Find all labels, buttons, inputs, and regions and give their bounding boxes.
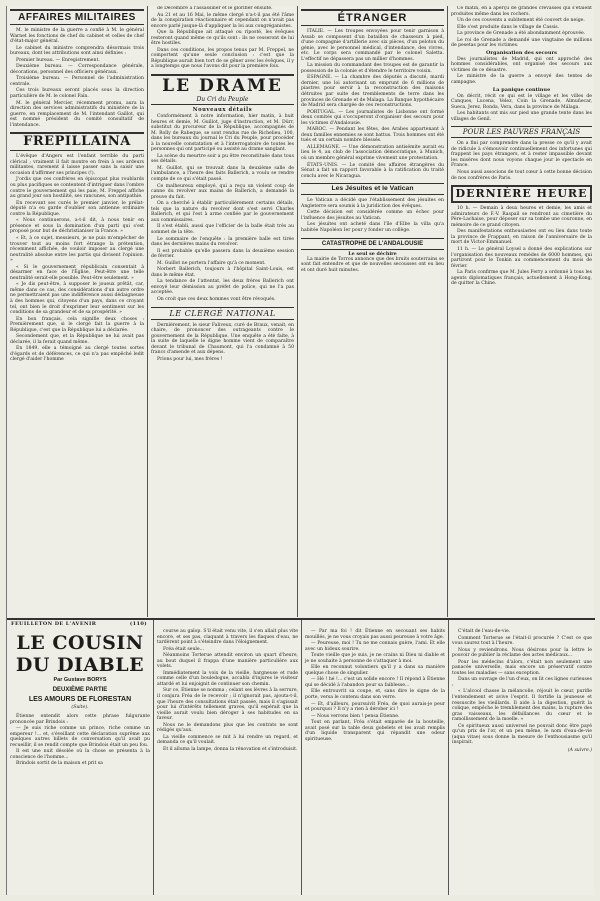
feuilleton-label: FEUILLETON DE L'AVENIR <box>11 621 97 627</box>
paragraph: Sur ce, Étienne se nomma ; celant ses lèvres à la serrure, il conjura Fréa de le recevoir ; il n'ignorait pas, ajouta-t-il, que l'heure des consultations était passée, mais il s'agissait pour lui d'intérêts tellement graves, qu'il espérait que la vieille aurait voulu bien déroger à ses habitudes en sa faveur. <box>157 688 298 722</box>
feuilleton-signoff: (A suivre.) <box>567 747 592 753</box>
paragraph: — Et, d'ailleurs, poursuivit Fréa, de quoi aurais-je peur et pourquoi ? Il n'y a rien à dérober ici ! <box>305 701 445 713</box>
heading-frepillaina: FREPILLAINA <box>10 132 144 151</box>
column-3 <box>298 6 448 617</box>
paragraph: Il s'est établi, aussi que l'officier de la balle était très au sommet de la tête. <box>151 224 294 235</box>
feuilleton-column-4 <box>449 620 595 895</box>
paragraph: M. le ministre de la guerre a confié à M. le général Warnet les fonctions de chef du cabinet et celles de chef d'état-major général. <box>10 28 144 45</box>
paragraph: — Je suis riche comme un prince, riche comme un empereur !... et, s'éveillant cette déclaration suprême aux quelques autres billets de conversation qu'il avait pu recueillir, il se rendit compte que Brindois était un peu fou. <box>10 726 150 748</box>
paragraph: Le roi de Grenade a demandé une vingtaine de millions de pesetas pour les victimes. <box>451 37 592 49</box>
feuilleton-part: DEUXIÈME PARTIE <box>52 687 108 693</box>
paragraph: On a cherché à établir particulièrement certains détails, tels que la nature du revolver dont s'est servi Charles Ballerich, et qui l'est à arme confiée par le gouvernement aux commissaires. <box>151 201 294 223</box>
paragraph: PORTUGAL. — Les journalistes de Lisbonne ont formé deux comités qui s'occuperont d'organiser des secours pour les victimes d'Andalousie. <box>301 109 444 126</box>
paragraph: Dans un ouvrage de l'un d'eux, on lit ces lignes curieuses : <box>452 677 592 688</box>
news-columns <box>7 6 595 617</box>
paragraph: On décrit, récit ce qui est le village et les villes de Canques, Lucena, Velez, Coin la Grenade, Almuñecar, Sueca, Jerez, Ronda, Vera, dans la province de Málaga. <box>451 93 592 110</box>
paragraph: Un de ces couvents a subitement été couvert de neige. <box>457 18 585 24</box>
paragraph: Deuxième bureau. — Correspondance générale, décorations, personnel des officiers généraux. <box>10 64 144 75</box>
paragraph: La tendance de l'attentat, les deux frères Ballerich ont envoyé leur démission au préfet de police, qui ne l'a pas acceptée. <box>151 279 294 296</box>
paragraph: Il est probable qu'elle passera dans la deuxième session de février. <box>151 248 294 260</box>
column-1 <box>7 6 148 617</box>
organisation-article <box>451 57 592 86</box>
paragraph: La mairie de Torrox annonce que des bruits souterrains se sont fait entendre et que de nouvelles secousses ont eu lieu et ont duré huit minutes. <box>301 256 444 273</box>
paragraph: La scène du meurtre soir a pu être reconstituée dans tous ses détails. <box>151 153 294 165</box>
paragraph: 11 h. — Le général Loysel a donné des explications sur l'organisation des nouveaux remèdes de 6000 hommes, qui partiront pour le Tonkin au commencement du mois de février. <box>451 246 592 269</box>
paragraph: Elle s'est produite dans le village de Cassis. <box>457 24 560 30</box>
paragraph: M. Guillot, qui se trouvait dans la deuxième salle de l'ambulance, a l'heure des faits Ballerich, a voulu se rendre compte de ce qui s'était passé. <box>151 165 294 183</box>
paragraph: Tout en parlant, Fréa s'était emparée de la bouteille, avait posé sur la table deux gobelets et les avait remplis d'un liquide transparent qui répandit une odeur spiritueuse. <box>305 720 445 742</box>
catastrophe-continued <box>451 6 592 49</box>
paragraph: — Hé ! hé !... c'est un solide encore ! Il répond à Étienne qui se décidé à l'abandon pour sa faiblesse... <box>305 677 445 688</box>
paragraph: Cette décision est considérée comme un échec pour l'influence des jésuites au Vatican. <box>301 210 444 221</box>
heading-catastrophe-andalousie: CATASTROPHE DE L'ANDALOUSIE <box>301 238 444 250</box>
paragraph: MAROC. — Pendant les fêtes, des Arabes appartenant à deux familles ennemies se sont battus. Trois hommes ont été tués et un certain nombre blessés. <box>301 127 444 144</box>
paragraph: Fréa était seule... <box>163 646 204 652</box>
paragraph: La Paris confirme que M. Jules Ferry a ordonné à tous les agents diplomatiques français, actuellement à Hong-Kong, de quitter la Chine. <box>451 270 592 287</box>
paragraph: — Nous verrons bien ! pensa Étienne. <box>311 713 400 719</box>
paragraph: Ces trois bureaux seront placés sous la direction particulière de M. le colonel Fain. <box>10 88 144 100</box>
paragraph: Ce matin, en a aperçu de grandes crevasses qui s'étaient produites même dans les rochers. <box>451 6 592 17</box>
paragraph: La province de Grenade a été abondamment éprouvée. <box>457 31 586 37</box>
paragraph: M. le général Mercier, récemment promu, aura la direction des services administratifs du ministère de la guerre, en remplacement de M. l'intendant Gaillot, qui est nommé président du comité consultatif de l'intendance. <box>10 100 144 128</box>
paragraph: Le Vatican a décidé que l'établissement des jésuites en Angleterre sera soumis à la juridiction des évêques. <box>301 198 444 209</box>
paragraph: ITALIE. — Les troupes envoyées pour tenir garnison à Assab se composent d'un bataillon de chasseurs à pied, d'une compagnie d'artillerie avec six pièces, d'un peloton du génie, avec le personnel médical, d'intendance, des vivres, etc. Le corps sera commandé par le colonel Saletta. L'effectif ne dépassera pas un millier d'hommes. <box>301 29 444 62</box>
paragraph: Comment Torterue se l'était-il procurée ? C'est ce que vous saurez tout à l'heure. <box>452 635 592 647</box>
paragraph: Le ministre de la guerre a envoyé des tentes de campagne. <box>451 74 592 86</box>
column-2 <box>148 6 298 617</box>
paragraph: « Si le gouvernement républicain consentait à désarmer en face de l'Église, Peut-être une telle neutralité serait-elle possible. Peut-être seulement. » <box>10 264 144 281</box>
heading-le-drame: LE DRAME <box>151 74 294 96</box>
paragraph: Nous aussi associons de tout cœur à cette bonne décision de nos confrères de Paris. <box>451 170 592 181</box>
paragraph: ESPAGNE. — La chambre des députés a discuté, mardi dernier, une loi autorisant un emprunt de 6 millions de piastres pour servir à la reconstruction des maisons détruites par suite des tremblements de terre dans les provinces de Grenade et de Malaga. La Banque hypothécaire de Madrid sera chargée de ces reconstructions. <box>301 75 444 109</box>
paragraph: 10 h. — Demain à deux heures et demie, les amis et admirateurs de F.-V. Raspail se rendront au cimetière du Père-Lachaise, pour déposer sur sa tombe une couronne, en mémoire de ce grand citoyen. <box>451 206 592 228</box>
heading-clerge-national: LE CLERGÉ NATIONAL <box>151 307 294 320</box>
feuilleton-author: Par Gustave BORYS <box>53 677 107 683</box>
paragraph: « Nous continuerons, a-t-il dit, à nous tenir en présence et sous la domination d'un parti qui s'est proposé pour but de déchristianiser la France. » <box>10 218 144 235</box>
paragraph: Au 21 et au 16 Mai, le même clergé n'a-t-il pas été l'âme de la conspiration réactionnaire et cependant on n'avait pas encore parlé jusque-là d'appliquer la loi aux congréganistes. <box>151 12 294 29</box>
paragraph: — Par ma foi ! dit Étienne en secouant ses habits mouillés, je ne vous croyais pas aussi peureuse à votre âge. <box>305 629 445 640</box>
paragraph: C'était de l'eau-de-vie. <box>458 629 511 634</box>
affaires-article <box>10 28 144 128</box>
clerge-article <box>151 323 294 363</box>
catastrophe-article <box>301 257 444 274</box>
feuilleton-section <box>7 618 595 895</box>
paragraph: ÉTATS-UNIS. — Le comité des affaires étrangères du Sénat a fait un rapport favorable à la ratification du traité conclu avec le Nicaragua. <box>301 162 444 179</box>
paragraph: On a fini par comprendre dans la presse ce qu'il y avait de ridicule à s'émouvoir continuellement des infortunes qui frappent les pays étrangers, et à rester impassible devant les misères dont nous voyons chaque jour le spectacle en France. <box>451 141 592 169</box>
paragraph: J'ordis que ces confrères en épiscopat plus roublards ou plus pacifiques se contentent d'intriguer dans l'ombre contre le gouvernement qui les paie, M. Freppel affiche au grand jour son hostilité, ses rancunes, son antipathie. <box>10 177 144 200</box>
heading-affaires-militaires: AFFAIRES MILITAIRES <box>10 9 144 25</box>
paragraph: La mission du commandant des troupes est de garantir la possession de la colonie et d'étendre le territoire voisin. <box>301 63 444 74</box>
paragraph: Secondement que, et la République ne lui avait pas déclarée, il la ferait quand même. <box>10 334 144 345</box>
etranger-article <box>301 29 444 179</box>
drame-article <box>151 114 294 303</box>
feuilleton-title: LE COUSIN DU DIABLE <box>15 632 145 676</box>
heading-etranger: ÉTRANGER <box>301 9 444 26</box>
paragraph: course au galop. S'il était venu vite, il s'en allait plus vite encore, et ses pas, claquant à travers les flaques d'eau, ne tardèrent point à s'éteindre dans l'éloignement. <box>157 629 298 646</box>
paragraph: En bon français, cela signifie deux choses : Premièrement que, si le clergé fait la guerre à la République, c'est que la République lui a déclarée. <box>10 316 144 333</box>
subheading-panique-continue: La panique continue <box>492 86 551 93</box>
paragraph: En recevant ses curés le premier janvier, le prélat-député n'a eu garde d'oublier son antienne ordinaire contre la République. <box>10 200 144 217</box>
paragraph: Norbert Ballerich, toujours à l'hôpital Saint-Louis, est dans le même état. <box>151 267 294 278</box>
paragraph: Des manifestations enthousiastes ont eu lieu dans toute la province de Frappant, en raison de l'anniversaire de la mort de Victor-Emmanuel. <box>451 229 592 246</box>
paragraph: Dernièrement, le sieur Faliveux, curé de Braux, venait, en chaire, de prononcer des outrageants contre le gouvernement de la République. Une enquête a été faite, à la suite de laquelle le digne homme vient de comparaître devant le tribunal de Chaumont, qui l'a condamné à 50 francs d'amende et aux dépens. <box>151 322 294 356</box>
paragraph: Pour les médecins d'alors, c'était non seulement une panacée universelle, mais encore un préservatif contre toutes les maladies — sans exception. <box>452 659 592 676</box>
paragraph: Nous y reviendrons. Nous désirons pour la lettre le pouvoir de publier la réclame des actes médicaux... <box>452 647 592 659</box>
paragraph: M. Guillot ne portera l'affaire qu'à ce moment. <box>157 260 266 266</box>
paragraph: Ce malheureux employé, qui a reçu un violent coup de canne du revolver aux mains de Ballerich, a demandé la preuve du fait. <box>151 183 294 200</box>
paragraph: Elle entrouvrit sa coupe, et, sans dire le signe de la porte, versa le contenu dans son verre. <box>305 689 445 701</box>
paragraph: On croit que ces deux hommes vont être révoqués. <box>157 296 276 302</box>
paragraph: En 1849, elle a témoigné au clergé toutes sortes d'égards et de déférences, ce qui n'a pas empêché ledit clergé d'aider l'homme <box>10 346 144 363</box>
paragraph: Premier bureau. — Enregistrement. <box>16 57 100 63</box>
feuilleton-subtitle: LES AMOURS DE FLORESTAN <box>28 696 132 703</box>
paragraph: Le sommaire de l'enquête : la première balle est tirée dans les dernières mains du revolver. <box>151 236 294 248</box>
paragraph: Il est une nuit désolée où la chose se présenta à la conscience de l'homme... <box>10 749 150 760</box>
paragraph: Étienne entendit alors cette phrase fulgurante prononcée par Brindois : <box>10 714 150 725</box>
paragraph: Et il alluma la lampe, donna la rénovation et s'introduisit. <box>163 746 298 752</box>
subheading-nouveaux-details: Nouveaux détails <box>192 107 253 114</box>
paragraph: « Et, à ce sujet, messieurs, je ne puis m'empêcher de trouver tout au moins fort étrange la prétention, récemment affichée, de vouloir imposer au clergé une neutralité absolue entre les partis qui divisent l'opinion. » <box>10 235 144 264</box>
jesuites-article <box>301 198 444 233</box>
subheading-seisme: Le seul se déchire <box>348 250 397 257</box>
paragraph: Nous ne le demandons plus que les contrats ne sont rédigés qu'aux. <box>157 722 298 734</box>
paragraph: Les jésuites ont acheté dans l'île d'Elbe la villa qu'a habitée Napoléon Ier pour y fonder un collège. <box>301 222 444 233</box>
newspaper-page <box>6 6 594 895</box>
paragraph: Les habitants ont mis sur pied une grande tente dans les villages de Genil. <box>451 111 592 122</box>
paragraph: « L'alcool chasse la mélancolie, réjouit le cœur, purifie l'entendement et avive l'esprit. Il fortifie la jeunesse et ressuscite les vieillards. Il aide à la digestion, guérit la colique, empêche le tremblement des mains, la rupture des gras vaisseaux, les défaillances du cœur et le ramollissement de la moelle. » <box>452 689 592 723</box>
derniere-article <box>451 206 592 287</box>
paragraph: Elle en reconnut volontiers qu'il y a dans sa manière quelque chose de singulier. <box>305 665 445 676</box>
paragraph: La vieille commence se mit à lui rendre un regard, et demanda ce qu'il voulait. <box>157 734 298 746</box>
pauvres-article <box>451 141 592 181</box>
paragraph: Dans ces conditions, les propos tenus par M. Freppel, ne comportent qu'une seule conclusion : c'est que la République aurait bien tort de se gêner avec les évêques, il y a longtemps que nous l'avons dit pour la première fois. <box>151 47 294 70</box>
heading-jesuites-vatican: Les Jésuites et le Vatican <box>301 183 444 195</box>
frepillaina-continued <box>151 6 294 70</box>
paragraph: Néanmoins Torterue attendit environ un quart d'heure, au bout duquel il frappa d'une manière particulière aux volets. <box>157 653 298 670</box>
paragraph: Brindois sortit de la maison et prit sa <box>16 761 103 767</box>
panique-article <box>451 94 592 123</box>
paragraph: Que la République ait attaqué ou riposté, les évêques resteront quand même ce qu'ils sont : ils ne cesseront de lui être hostiles. <box>151 30 294 47</box>
feuilleton-number: (110) <box>129 621 147 627</box>
feuilleton-column-1 <box>7 620 154 895</box>
paragraph: Troisième bureau. — Personnel de l'administration centrale. <box>10 76 144 87</box>
feuilleton-column-3 <box>302 620 449 895</box>
paragraph: Immédiatement la voix de la vieille, hargneuse et rude comme celle d'un bouledogue, accabla d'injures le visiteur attardé et lui enjoignit de continuer son chemin. <box>157 670 298 687</box>
feuilleton-column-2 <box>154 620 302 895</box>
paragraph: Ce spiritueux aussi universel ne pouvait donc être payé qu'un prix de l'or, et un peu même, le nom d'eau-de-vie (aqua vitae) sous donne la mesure de l'enthousiasme qu'il inspirait. <box>452 723 592 746</box>
paragraph: ALLEMAGNE. — Une démonstration antisémite aurait eu lieu le 4, au club de l'association démocratique, à Munich, où un membre général exprime vivement une protestation. <box>301 144 444 162</box>
paragraph: Prions pour lui, mes frères ! <box>157 356 223 362</box>
heading-pauvres-francais: POUR LES PAUVRES FRANÇAIS <box>451 126 592 138</box>
paragraph: Conformément à notre information, hier matin, à huit heures et demie, M. Guillot, juge d'instruction, et M. Dürr, substitut du procureur de la République, accompagnés de M. Rolly de Rabeque, se sont rendus rue de Richelieu, 100, dans les bureaux du journal le Cri du Peuple, pour procéder à la nouvelle constatation et à l'interrogatoire de toutes les personnes qui ont participé ou assisté au drame sanglant. <box>151 114 294 153</box>
frepillaina-article <box>10 154 144 363</box>
paragraph: de Décembre à l'assassiner et le glorifier ensuite. <box>157 6 273 11</box>
feuilleton-suite: (Suite). <box>71 705 89 710</box>
drame-source: Du Cri du Peuple <box>151 96 294 105</box>
paragraph: Toute vieille que je suis, je ne crains ni Dieu ni diable et je ne souhaite à personne de s'attaquer à moi. <box>305 653 445 664</box>
heading-derniere-heure: DERNIÈRE HEURE <box>451 185 592 203</box>
paragraph: L'évêque d'Angers est l'enfant terrible du parti clérical ; vraiment il fait montre en frein à ses ardeurs militantes, rarement il laisse passer sans la saisir une occasion d'affirmer ses principes (!). <box>10 154 144 176</box>
paragraph: — Peureuse, moi ! Tu ne me connais guère, l'ami. Et elle avec un hideux sourire. <box>305 641 445 652</box>
paragraph: Des journalistes de Madrid, qui ont approché des hommes considérables, ont organisé des secours aux victimes de ce désastre. <box>451 56 592 73</box>
paragraph: « Je dis peut-être, à supposer le joueux prêtât, car, même dans ce cas, des considérations d'un autre ordre ne permettraient pas une indifférence aussi dédaigneuse à des hommes qui, citoyens d'un pays, dans ce croyant tel, ont bien le droit d'exprimer leur sentiment sur les conditions de sa grandeur et de sa prospérité. » <box>10 282 144 316</box>
subheading-organisation-secours: Organisation des secours <box>486 49 557 56</box>
column-4 <box>448 6 595 617</box>
paragraph: Le cabinet du ministre comprendra désormais trois bureaux, dont les attributions sont ainsi définies : <box>10 45 144 57</box>
